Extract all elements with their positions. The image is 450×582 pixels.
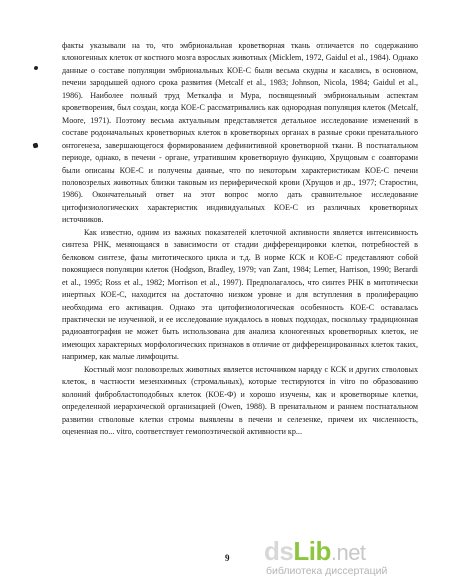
dslib-watermark [264,536,442,578]
paragraph-2: Как известно, одним из важных показателей клеточной активности является интенсивность синтеза РНК, меняющаяся в зависимости от стадии дифференцировки клетки, потребностей в белковом синтезе, фазы митотического цикла и т.д. В норме КСК и КОЕ-С представляют собой покоящиеся популяции клеток (Hodgson, Bradley, 1979; van Zant, 1984; Lerner, Harrison, 1990; Berardi et al., 1995; Ross et al., 1982; Morrison et al., 1997). Предполагалось, что синтез РНК в митотически инертных КОЕ-С, находится на достаточно низком уровне и для вступления в пролиферацию необходима его активация. Однако эта цитофизиологическая особенность КОЕ-С оставалась практически не изученной, и ее исследование нуждалось в новых подходах, поскольку традиционная радиоавтография не может быть использована для анализа клоногенных кроветворных клеток, не имеющих характерных морфологических признаков в отличие от дифференцированных клеток таких, например, как малые лимфоциты. [62,227,418,362]
logo-net: .net [330,540,366,565]
paragraph-1: факты указывали на то, что эмбриональная кроветворная ткань отличается по содержанию клоногенных клеток от костного мозга взрослых животных (Micklem, 1972, Gaidul et al., 1984). Однако данные о составе популяции эмбриональных КОЕ-С были весьма скудны и касались, в основном, печени зародышей одного срока развития (Metcalf et al., 1983; Johnson, Nicola, 1984; Gaidul et al., 1986). Наиболее полный труд Меткалфа и Мура, посвященный эмбриональным аспектам кроветворения, был создан, когда КОЕ-С рассматривались как однородная популяция клеток (Metcalf, Moore, 1971). Поэтому весьма актуальным представляется детальное исследование изменений в составе родоначальных кроветворных клеток в кроветворных органах в разные сроки пренатального онтогенеза, завершающегося формированием дефинитивной кроветворной ткани. В постнатальном периоде, однако, в печени - органе, утратившим кроветворную функцию, Хрущовым с соавторами были описаны КОЕ-С и получены данные, что по некоторым характеристикам КОЕ-С печени половозрелых животных близки таковым из периферической крови (Хрущов и др., 1977; Старостин, 1986). Окончательный ответ на этот вопрос могло дать сравнительное исследование цитофизиологических характеристик индивидуальных КОЕ-С из различных кроветворных источников. [62,41,418,225]
watermark-subtitle: библиотека диссертаций [266,565,388,577]
body-text [62,40,418,439]
logo-lib: Lib [293,536,331,566]
page-number: 9 [225,553,230,563]
logo-ds: ds [264,536,294,566]
dslib-logo [264,536,442,566]
scan-speck [32,142,38,148]
scan-speck [33,65,38,70]
paragraph-3: Костный мозг половозрелых животных является источником наряду с КСК и других стволовых клеток, в частности мезенхимных (стромальных), которые тестируются in vitro по образованию колоний фибробластоподобных клеток (КОЕ-Ф) и хорошо изучены, как и кроветворные клетки, определенной иерархической организацией (Owen, 1988). В пренатальном и раннем постнатальном развитии стволовые клетки стромы выявлены в печени и селезенке, причем их численность, оцененная по... vitro, соответствует гемопоэтической активности кр... [62,364,418,437]
